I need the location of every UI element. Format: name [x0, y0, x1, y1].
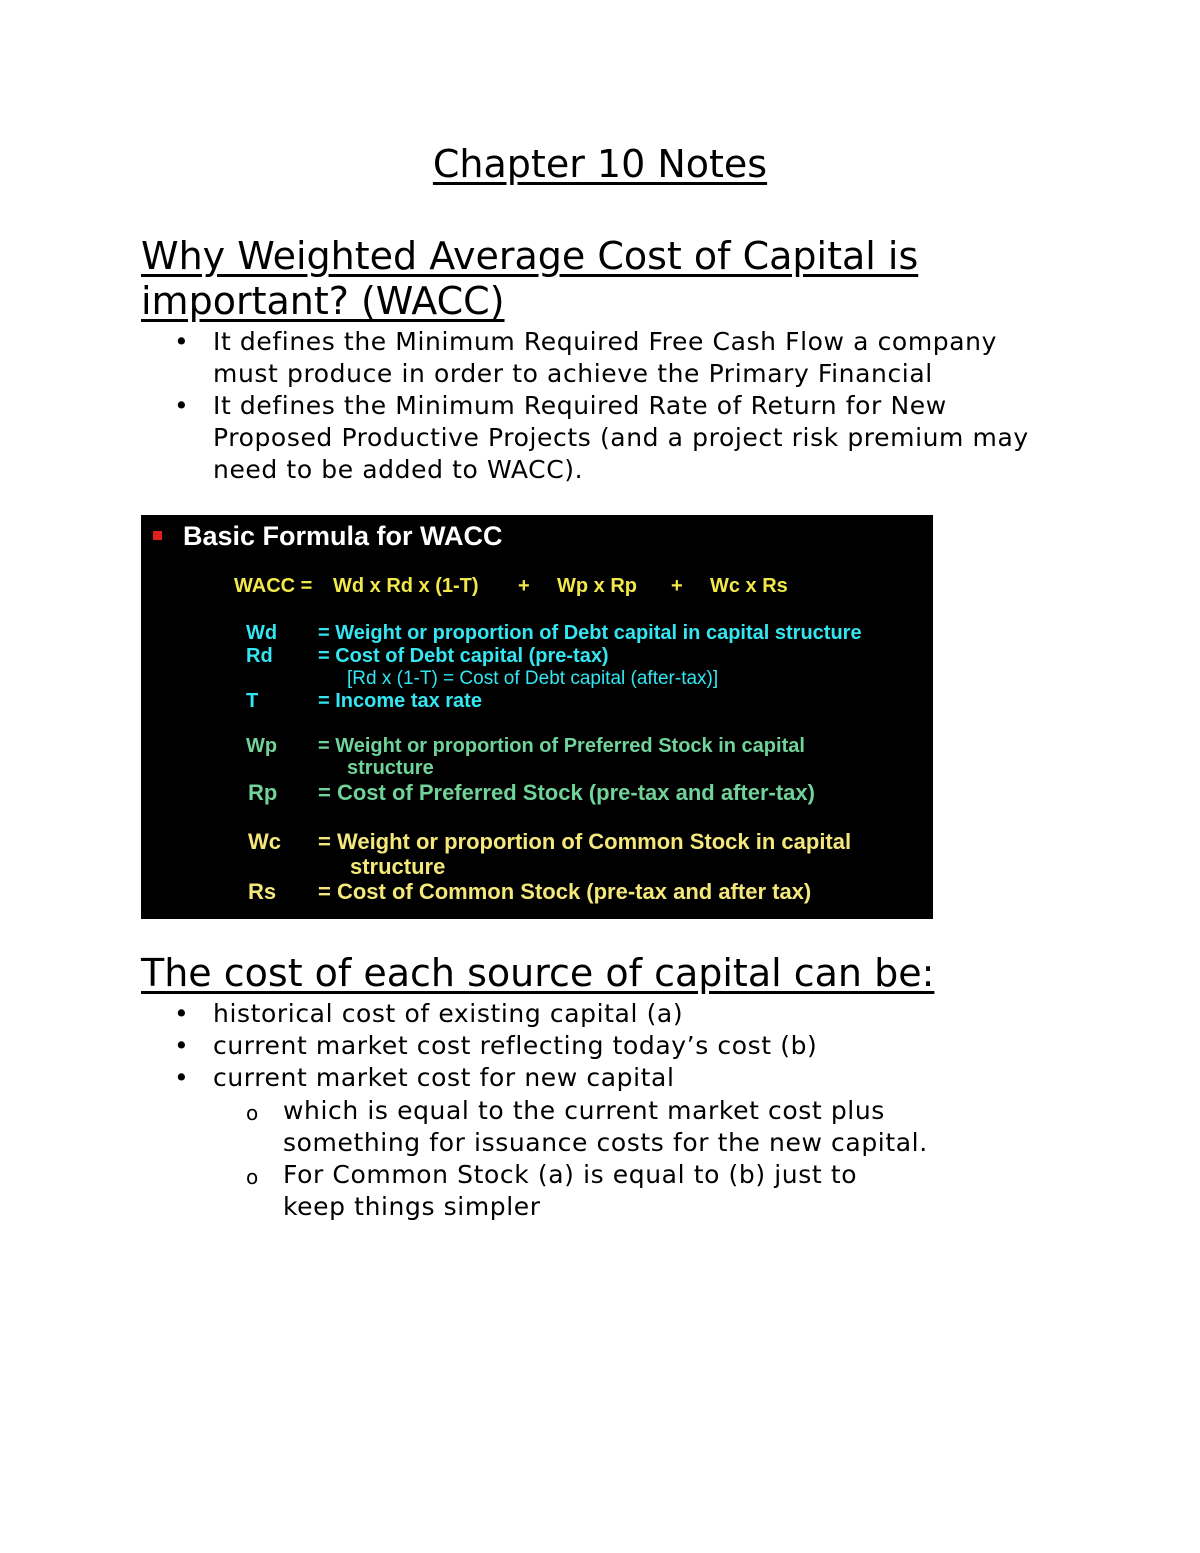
- list-item: • It defines the Minimum Required Free Cash Flow a company must produce in order to achieve the Primary Financial: [141, 326, 1051, 390]
- def-symbol-rs: Rs: [248, 879, 277, 904]
- def-symbol-rd: Rd: [246, 645, 273, 667]
- section-heading-cost-sources: The cost of each source of capital can be:: [141, 951, 935, 995]
- formula-term-common: Wc x Rs: [710, 575, 788, 597]
- list-item: [141, 1062, 1041, 1223]
- def-text-wp-cont: structure: [347, 757, 434, 779]
- def-text-rd: = Cost of Debt capital (pre-tax): [318, 645, 609, 667]
- def-text-rs: = Cost of Common Stock (pre-tax and after tax): [318, 879, 812, 904]
- sub-list-item: o which is equal to the current market cost plus something for issuance costs for the new capital.: [213, 1095, 1003, 1159]
- def-note-after-tax: [Rd x (1-T) = Cost of Debt capital (after-tax)]: [347, 668, 719, 689]
- sub-list-item: o For Common Stock (a) is equal to (b) just to keep things simpler: [213, 1159, 923, 1223]
- def-text-t: = Income tax rate: [318, 690, 482, 712]
- def-symbol-t: T: [246, 690, 259, 712]
- document-title: Chapter 10 Notes: [432, 142, 768, 186]
- formula-term-preferred: Wp x Rp: [557, 575, 637, 597]
- def-symbol-wp: Wp: [246, 735, 278, 757]
- def-text-rp: = Cost of Preferred Stock (pre-tax and after-tax): [318, 780, 815, 805]
- def-text-wp: = Weight or proportion of Preferred Stock in capital: [318, 735, 805, 757]
- list-item: • It defines the Minimum Required Rate of Return for New Proposed Productive Projects (and a project risk premium may need to be added to WACC).: [141, 390, 1051, 486]
- def-text-wd: = Weight or proportion of Debt capital in capital structure: [318, 622, 862, 644]
- formula-plus: +: [671, 575, 683, 597]
- def-symbol-rp: Rp: [248, 780, 278, 805]
- section-heading-why-wacc: Why Weighted Average Cost of Capital is important? (WACC): [141, 234, 919, 323]
- list-item-text: current market cost for new capital: [213, 1063, 675, 1092]
- formula-lhs: WACC =: [234, 575, 313, 597]
- formula-plus: +: [518, 575, 530, 597]
- why-wacc-list: [141, 326, 1051, 486]
- def-symbol-wc: Wc: [248, 829, 281, 854]
- sub-list: [141, 1095, 1003, 1223]
- slide-title: Basic Formula for WACC: [183, 521, 503, 551]
- list-item: • current market cost reflecting today’s cost (b): [141, 1030, 1041, 1062]
- def-text-wc: = Weight or proportion of Common Stock in capital: [318, 829, 852, 854]
- wacc-formula-slide: [141, 515, 933, 919]
- cost-sources-list: [141, 998, 1041, 1223]
- formula-term-debt: Wd x Rd x (1-T): [333, 575, 479, 597]
- def-symbol-wd: Wd: [246, 622, 278, 644]
- def-text-wc-cont: structure: [350, 854, 446, 879]
- square-bullet-icon: [153, 531, 162, 540]
- list-item: • historical cost of existing capital (a): [141, 998, 1041, 1030]
